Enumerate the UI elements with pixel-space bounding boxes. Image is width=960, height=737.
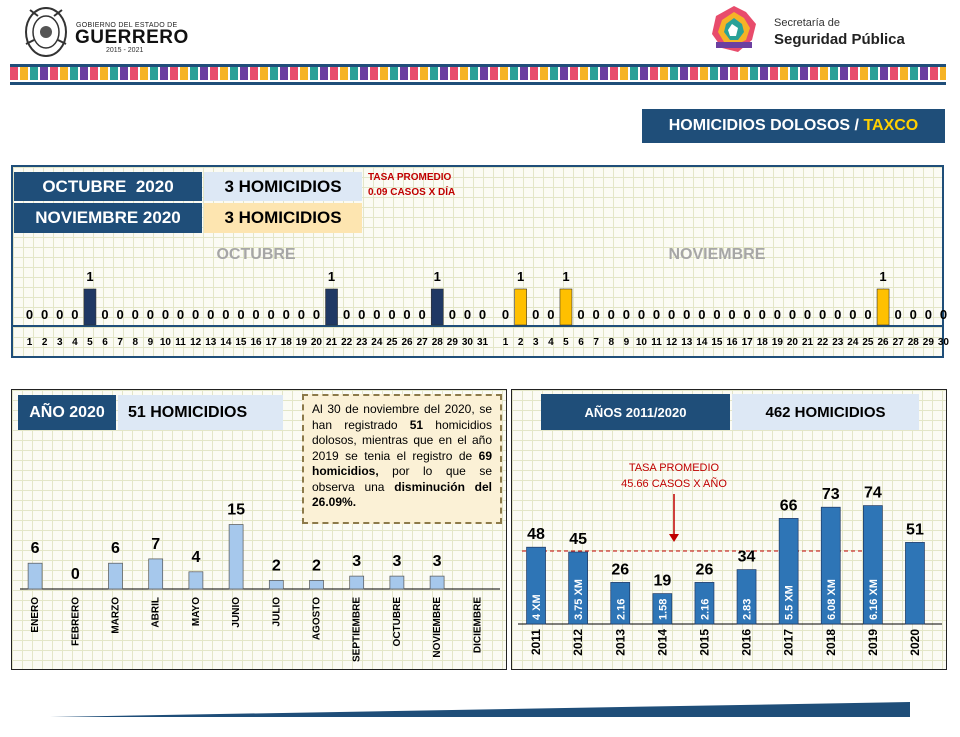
oct-day-tick: 30 [461, 337, 474, 348]
oct-zero-label: 0 [463, 307, 472, 322]
year-2020-label: AÑO 2020 [18, 395, 116, 430]
daily-panel [11, 165, 950, 358]
oct-zero-label: 0 [192, 307, 200, 322]
month-bar-label: 6 [111, 540, 120, 558]
nov-zero-label: 0 [713, 307, 721, 322]
year-bar-label: 26 [695, 561, 714, 579]
oct-zero-label: 0 [207, 307, 215, 322]
month-tick-label: JULIO [271, 597, 283, 627]
ssp-line2: Seguridad Pública [774, 31, 905, 48]
year-rate-label: 6.16 XM [867, 579, 880, 620]
nov-zero-label: 0 [698, 307, 706, 322]
nov-day-tick: 27 [892, 337, 904, 348]
nov-zero-label: 0 [728, 307, 736, 322]
month-tick-label: OCTUBRE [391, 597, 403, 647]
nov-day-tick: 24 [847, 337, 859, 348]
year-bar-label: 45 [569, 531, 588, 548]
oct-zero-label: 0 [478, 307, 487, 322]
month-tick-label: SEPTIEMBRE [351, 597, 363, 663]
month-bar [109, 563, 123, 589]
oct-zero-label: 0 [358, 307, 366, 322]
note-text-1: Al 30 de noviembre del 2020, se han registrado [312, 402, 492, 432]
year-tick-label: 2011 [529, 629, 544, 656]
month-bar-label: 7 [151, 535, 161, 553]
nov-day-tick: 13 [681, 337, 693, 348]
oct-zero-label: 0 [373, 307, 381, 322]
gov-name: GUERRERO [75, 27, 189, 48]
month-bar-label: 15 [227, 501, 245, 519]
ssp-line1: Secretaría de [774, 17, 841, 29]
nov-day-tick: 1 [502, 337, 509, 348]
year-tick-label: 2019 [865, 629, 880, 656]
oct-day-tick: 3 [56, 337, 63, 348]
month-tick-label: MARZO [110, 597, 122, 634]
average-arrow-icon [669, 534, 679, 542]
note-text-3: por lo que se observa una [312, 464, 492, 494]
oct-day-tick: 8 [132, 337, 139, 348]
nov-zero-label: 0 [668, 307, 676, 322]
oct-day-tick: 17 [265, 337, 277, 348]
year-bar-label: 48 [527, 526, 545, 544]
oct-day-tick: 31 [476, 337, 489, 348]
oct-day-tick: 24 [371, 337, 383, 348]
oct-zero-label: 0 [343, 307, 351, 322]
month-tick-label: AGOSTO [311, 597, 323, 641]
oct-day-tick: 10 [159, 337, 172, 348]
nov-zero-label: 0 [864, 307, 872, 322]
oct-zero-label: 0 [418, 307, 426, 322]
nov-day-tick: 21 [801, 337, 814, 348]
month-tick-label: JUNIO [231, 597, 243, 628]
oct-day-tick: 28 [431, 337, 443, 348]
month-tick-label: FEBRERO [70, 597, 82, 646]
nov-day-tick: 3 [532, 337, 539, 348]
oct-day-tick: 27 [416, 337, 428, 348]
note-text-2: homicidios dolosos, mientras que en el año 2019 se tenia el registro de [312, 417, 492, 463]
nov-day-tick: 8 [608, 337, 615, 348]
month-bar [310, 580, 324, 589]
nov-day-tick: 10 [635, 337, 648, 348]
nov-bar-label: 1 [562, 269, 570, 284]
nov-zero-label: 0 [683, 307, 691, 322]
daily-rate-line2: 0.09 CASOS X DÍA [368, 187, 456, 198]
oct-day-tick: 25 [386, 337, 398, 348]
oct-bar [431, 289, 443, 325]
oct-day-tick: 15 [235, 337, 247, 348]
ssp-logo [706, 4, 916, 60]
oct-zero-label: 0 [161, 307, 170, 322]
nov-day-tick: 6 [578, 337, 584, 348]
year-tick-label: 2016 [739, 629, 754, 656]
year-bar-label: 66 [779, 497, 798, 515]
nov-label: NOVIEMBRE 2020 [14, 203, 202, 233]
nov-zero-label: 0 [939, 307, 948, 322]
oct-zero-label: 0 [101, 307, 109, 322]
year-tick-label: 2012 [571, 629, 586, 656]
ssp-emblem-icon [706, 4, 762, 56]
nov-zero-label: 0 [909, 307, 917, 322]
nov-zero-label: 0 [819, 307, 827, 322]
decorative-stripe [10, 64, 946, 86]
oct-chart-title: OCTUBRE [216, 246, 296, 263]
year-rate-label: 1.58 [657, 598, 670, 620]
year-rate-label: 2.83 [741, 598, 754, 620]
oct-day-tick: 13 [205, 337, 217, 348]
average-label-line1: TASA PROMEDIO [628, 462, 720, 474]
monthly-panel [11, 389, 507, 670]
nov-day-tick: 23 [832, 337, 844, 348]
month-tick-label: ENERO [30, 597, 42, 633]
page-title-main: HOMICIDIOS DOLOSOS / [668, 117, 864, 134]
year-bar-label: 26 [611, 561, 630, 579]
gov-years: 2015 - 2021 [106, 47, 144, 54]
oct-bar-label: 1 [327, 269, 336, 284]
year-bar-label: 51 [906, 521, 924, 539]
nov-bar-label: 1 [879, 269, 887, 284]
oct-day-tick: 7 [117, 337, 123, 348]
nov-zero-label: 0 [592, 307, 600, 322]
oct-zero-label: 0 [448, 307, 456, 322]
year-tick-label: 2013 [613, 629, 628, 656]
average-label-line2: 45.66 CASOS X AÑO [621, 478, 727, 490]
nov-zero-label: 0 [577, 307, 585, 322]
yearly-panel [511, 389, 947, 670]
oct-day-tick: 21 [325, 337, 338, 348]
year-rate-label: 3.75 XM [573, 579, 586, 620]
page-title-place: TAXCO [863, 117, 919, 134]
daily-rate-line1: TASA PROMEDIO [368, 172, 452, 183]
oct-bar-label: 1 [433, 269, 441, 284]
month-bar-label: 2 [312, 557, 321, 575]
nov-zero-label: 0 [637, 307, 646, 322]
year-bar-label: 34 [737, 548, 756, 566]
nov-zero-label: 0 [803, 307, 812, 322]
oct-zero-label: 0 [146, 307, 154, 322]
oct-day-tick: 19 [295, 337, 307, 348]
oct-day-tick: 9 [147, 337, 154, 348]
oct-day-tick: 11 [175, 337, 186, 348]
year-2020-total: 51 HOMICIDIOS [118, 395, 283, 430]
nov-day-tick: 12 [666, 337, 678, 348]
nov-day-tick: 9 [623, 337, 630, 348]
years-label: AÑOS 2011/2020 [541, 394, 730, 430]
oct-day-tick: 23 [356, 337, 368, 348]
note-bold-1: 51 [409, 417, 424, 432]
nov-zero-label: 0 [773, 307, 781, 322]
month-tick-label: MAYO [190, 597, 202, 627]
oct-zero-label: 0 [403, 307, 411, 322]
oct-zero-label: 0 [25, 307, 34, 322]
state-seal-icon [20, 4, 72, 60]
nov-day-tick: 16 [726, 337, 738, 348]
oct-zero-label: 0 [41, 307, 49, 322]
nov-zero-label: 0 [607, 307, 615, 322]
nov-day-tick: 18 [756, 337, 768, 348]
month-bar [189, 572, 203, 589]
nov-zero-label: 0 [501, 307, 510, 322]
month-tick-label: ABRIL [150, 597, 162, 628]
oct-zero-label: 0 [131, 307, 139, 322]
monthly-chart [12, 390, 506, 669]
oct-zero-label: 0 [222, 307, 230, 322]
month-bar-label: 3 [432, 553, 442, 571]
nov-bar [877, 289, 889, 325]
nov-value: 3 HOMICIDIOS [204, 203, 362, 233]
year-bar-label: 74 [863, 484, 882, 502]
nov-day-tick: 14 [696, 337, 708, 348]
month-bar [229, 525, 243, 590]
nov-day-tick: 26 [877, 337, 889, 348]
nov-bar [560, 289, 572, 325]
daily-chart [13, 167, 950, 356]
oct-zero-label: 0 [388, 307, 396, 322]
month-bar [28, 563, 42, 589]
nov-day-tick: 5 [563, 337, 569, 348]
month-bar-label: 0 [70, 566, 80, 583]
oct-day-tick: 5 [87, 337, 93, 348]
yearly-chart [512, 390, 946, 669]
oct-day-tick: 2 [41, 337, 48, 348]
nov-day-tick: 11 [651, 337, 662, 348]
oct-value: 3 HOMICIDIOS [204, 172, 362, 201]
year-bar-label: 73 [821, 486, 840, 504]
nov-day-tick: 4 [548, 337, 554, 348]
nov-day-tick: 29 [922, 337, 934, 348]
nov-zero-label: 0 [652, 307, 661, 322]
oct-zero-label: 0 [282, 307, 290, 322]
year-tick-label: 2014 [655, 629, 670, 656]
oct-zero-label: 0 [56, 307, 64, 322]
nov-zero-label: 0 [532, 307, 540, 322]
oct-day-tick: 1 [26, 337, 33, 348]
year-tick-label: 2020 [907, 629, 922, 656]
oct-zero-label: 0 [312, 307, 321, 322]
month-bar-label: 2 [271, 557, 281, 575]
oct-zero-label: 0 [297, 307, 305, 322]
month-tick-label: DICIEMBRE [472, 597, 484, 654]
oct-bar-label: 1 [86, 269, 94, 284]
nov-day-tick: 15 [711, 337, 723, 348]
nov-zero-label: 0 [849, 307, 857, 322]
nov-day-tick: 7 [593, 337, 599, 348]
oct-day-tick: 4 [72, 337, 78, 348]
nov-day-tick: 19 [771, 337, 783, 348]
month-bar [269, 580, 283, 589]
nov-zero-label: 0 [924, 307, 932, 322]
oct-day-tick: 18 [280, 337, 292, 348]
oct-bar [84, 289, 96, 325]
year-rate-label: 4 XM [531, 594, 544, 620]
nov-bar [515, 289, 527, 325]
year-rate-label: 5.5 XM [783, 585, 796, 620]
oct-day-tick: 22 [341, 337, 353, 348]
month-bar-label: 6 [30, 540, 40, 558]
nov-zero-label: 0 [894, 307, 902, 322]
oct-zero-label: 0 [71, 307, 79, 322]
nov-zero-label: 0 [788, 307, 797, 322]
note-bold-2: 69 homicidios, [312, 448, 492, 478]
year-rate-label: 6.08 XM [825, 579, 838, 620]
nov-day-tick: 25 [862, 337, 874, 348]
oct-day-tick: 20 [310, 337, 323, 348]
oct-day-tick: 26 [401, 337, 413, 348]
month-bar-label: 3 [392, 553, 402, 571]
oct-day-tick: 6 [102, 337, 108, 348]
years-total: 462 HOMICIDIOS [732, 394, 919, 430]
nov-zero-label: 0 [758, 307, 766, 322]
nov-bar-label: 1 [517, 269, 525, 284]
month-bar [350, 576, 364, 589]
gov-line1: GOBIERNO DEL ESTADO DE [76, 22, 178, 29]
oct-zero-label: 0 [237, 307, 245, 322]
oct-day-tick: 16 [250, 337, 262, 348]
page-title [642, 109, 945, 143]
month-bar [390, 576, 404, 589]
month-bar [149, 559, 163, 589]
nov-zero-label: 0 [834, 307, 842, 322]
oct-day-tick: 12 [190, 337, 202, 348]
nov-chart-title: NOVIEMBRE [668, 246, 766, 263]
nov-zero-label: 0 [547, 307, 555, 322]
oct-zero-label: 0 [252, 307, 260, 322]
month-bar-label: 3 [352, 553, 362, 571]
year-bar [905, 542, 924, 624]
nov-zero-label: 0 [743, 307, 751, 322]
note-bold-3: disminución del 26.09%. [312, 479, 492, 509]
nov-zero-label: 0 [622, 307, 630, 322]
oct-label: OCTUBRE 2020 [14, 172, 202, 201]
oct-zero-label: 0 [267, 307, 275, 322]
nov-day-tick: 30 [937, 337, 950, 348]
year-tick-label: 2015 [697, 629, 712, 656]
oct-day-tick: 29 [446, 337, 458, 348]
year-tick-label: 2017 [781, 629, 796, 656]
year-bar-label: 19 [653, 572, 672, 590]
oct-day-tick: 14 [220, 337, 232, 348]
nov-day-tick: 2 [517, 337, 524, 348]
guerrero-logo [20, 4, 189, 62]
year-rate-label: 2.16 [699, 598, 712, 620]
nov-day-tick: 28 [907, 337, 919, 348]
month-bar-label: 4 [191, 548, 201, 566]
nov-day-tick: 17 [741, 337, 753, 348]
nov-day-tick: 20 [786, 337, 799, 348]
year-tick-label: 2018 [823, 629, 838, 656]
oct-zero-label: 0 [176, 307, 185, 322]
year-rate-label: 2.16 [615, 598, 628, 620]
oct-zero-label: 0 [116, 307, 124, 322]
nov-day-tick: 22 [817, 337, 829, 348]
footer-wedge [40, 700, 920, 720]
month-bar [430, 576, 444, 589]
oct-bar [326, 289, 338, 325]
month-tick-label: NOVIEMBRE [432, 597, 444, 658]
